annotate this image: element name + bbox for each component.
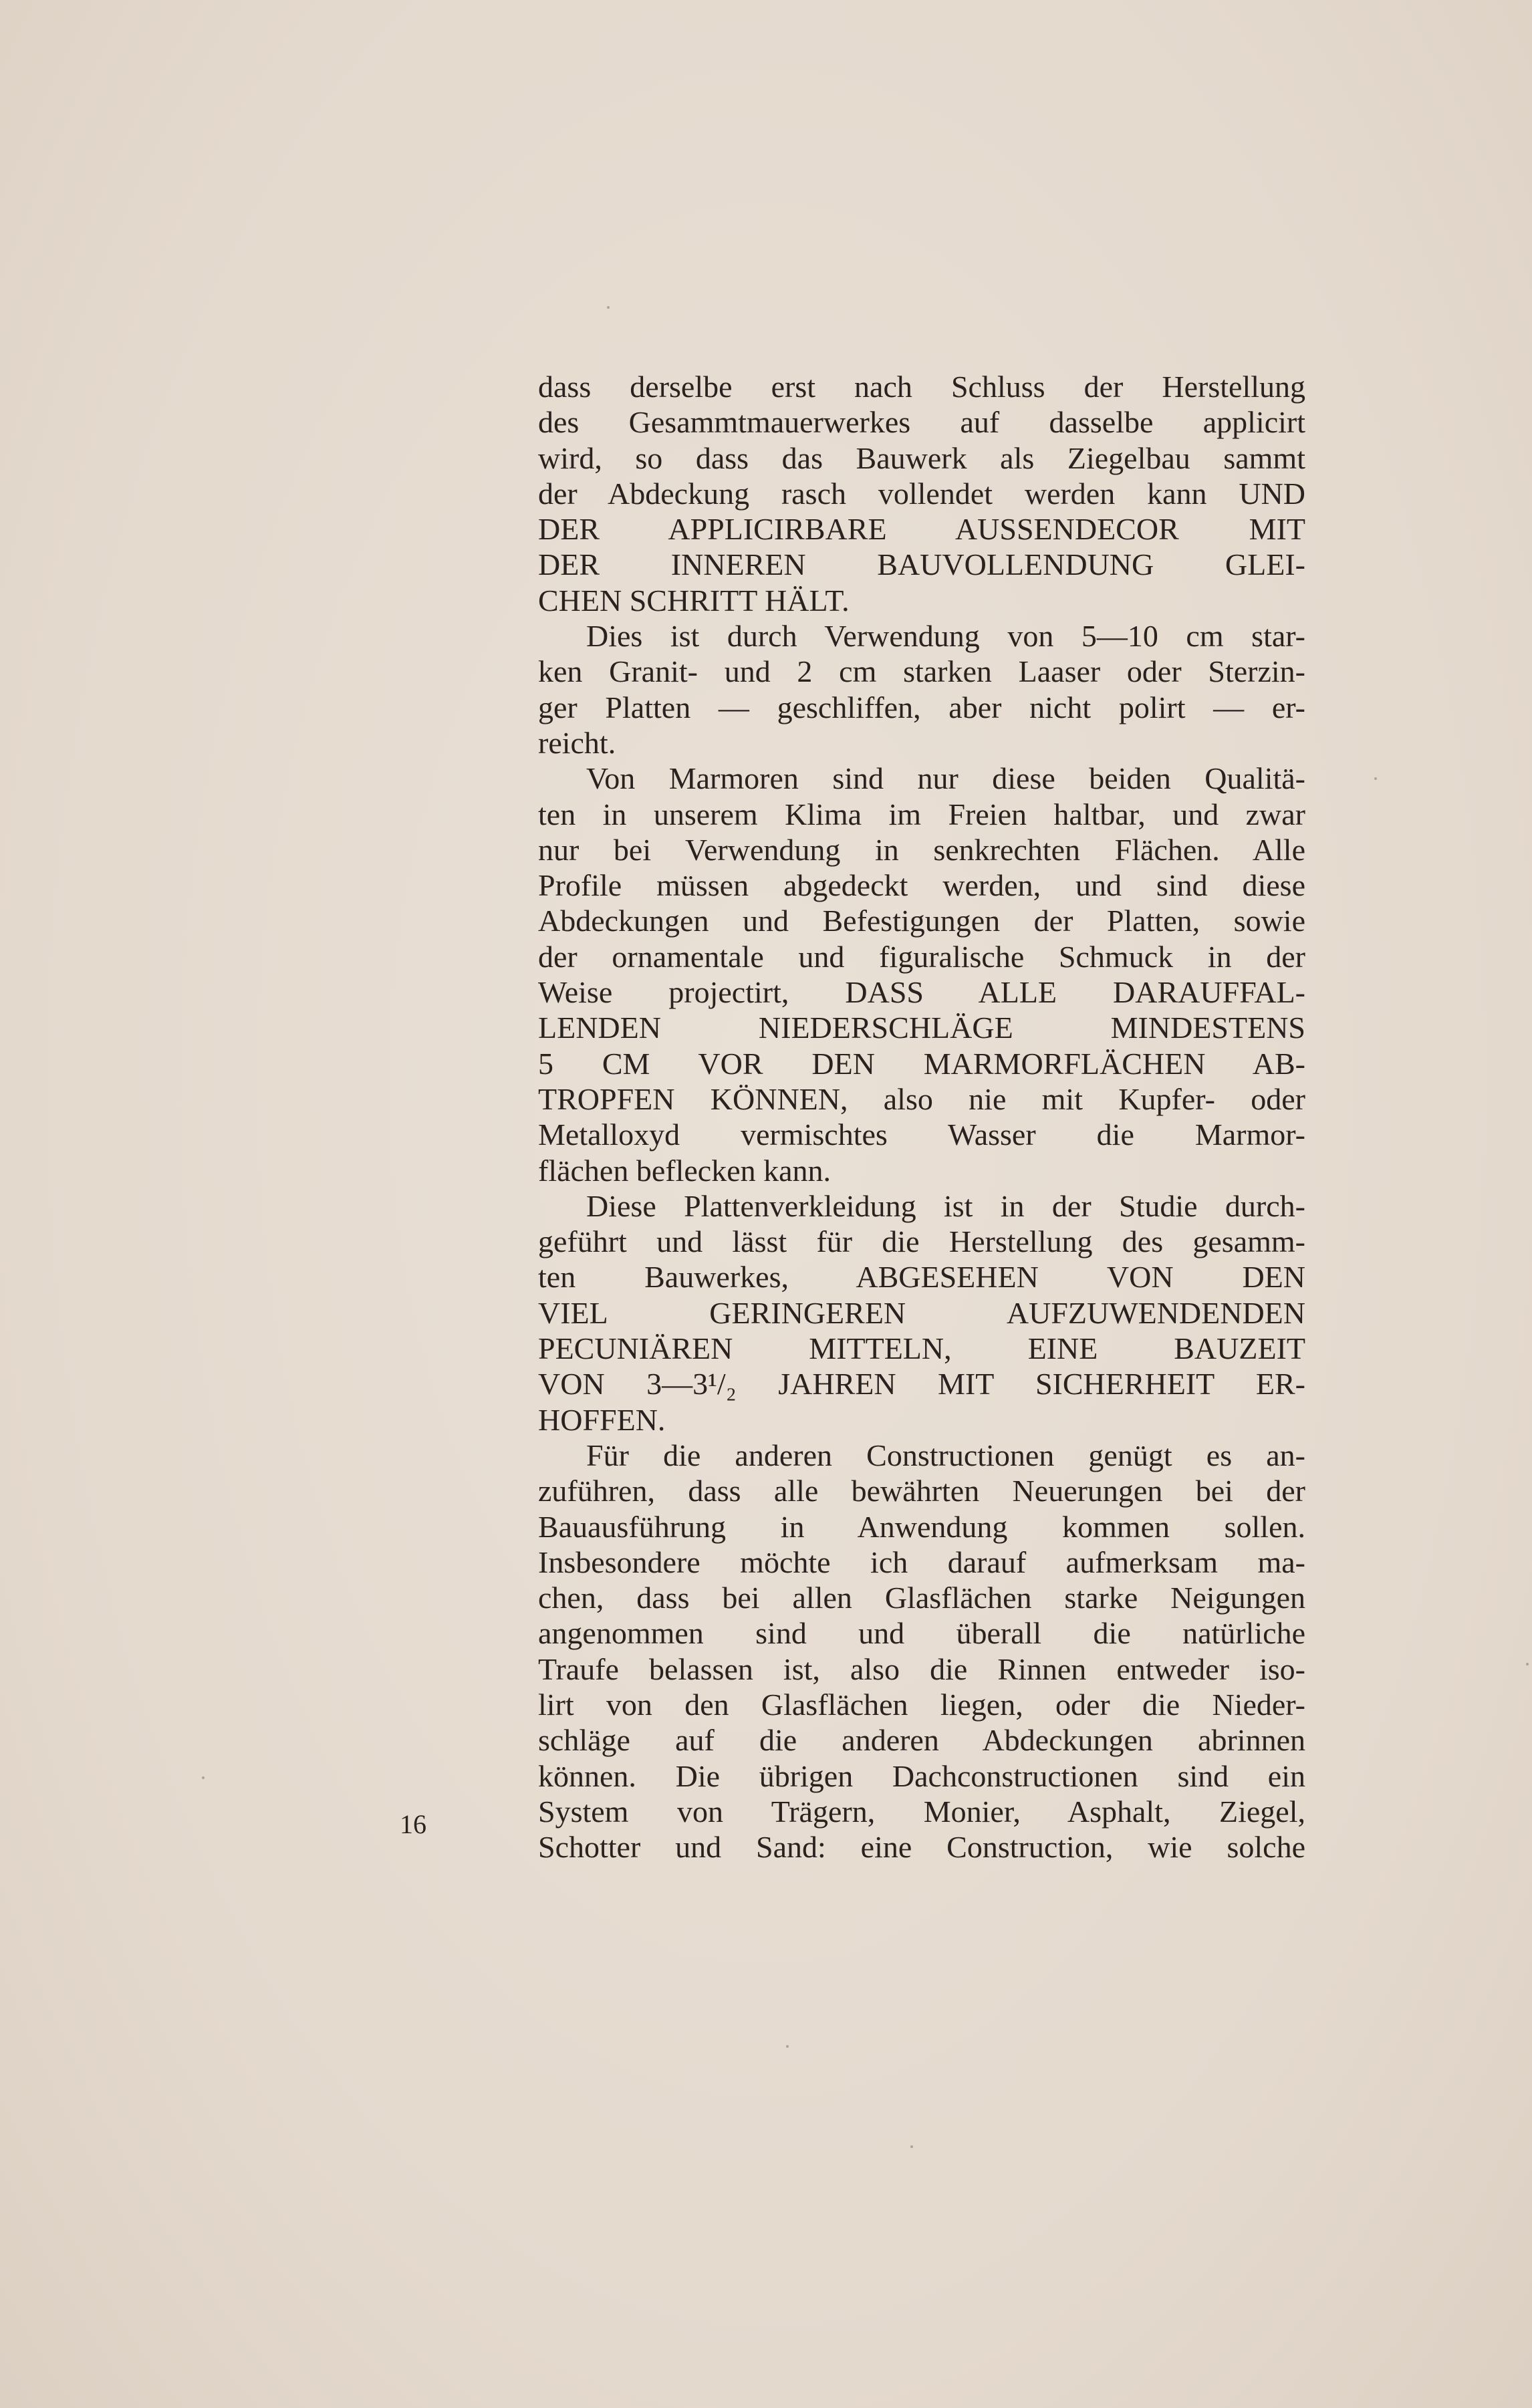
text-line: reicht. bbox=[538, 725, 616, 760]
body-text bbox=[538, 369, 1305, 1865]
text-line: Von Marmoren sind nur diese beiden Qualitä- bbox=[586, 761, 1305, 796]
text-line: ten in unserem Klima im Freien haltbar, und zwar bbox=[538, 797, 1305, 831]
paper-speck bbox=[786, 2045, 789, 2048]
text-line: Bauausführung in Anwendung kommen sollen. bbox=[538, 1509, 1305, 1544]
text-line: VIEL GERINGEREN AUFZUWENDENDEN bbox=[538, 1295, 1305, 1330]
text-line: können. Die übrigen Dachconstructionen sind ein bbox=[538, 1758, 1305, 1793]
text-line: HOFFEN. bbox=[538, 1402, 666, 1437]
text-line: geführt und lässt für die Herstellung des gesamm- bbox=[538, 1224, 1305, 1259]
text-line: dass derselbe erst nach Schluss der Herstellung bbox=[538, 370, 1305, 404]
paper-speck bbox=[202, 1776, 205, 1779]
text-line: wird, so dass das Bauwerk als Ziegelbau sammt bbox=[538, 440, 1305, 475]
text-line: ken Granit- und 2 cm starken Laaser oder Sterzin- bbox=[538, 654, 1305, 689]
text-line: nur bei Verwendung in senkrechten Flächen. Alle bbox=[538, 832, 1305, 867]
text-line: Dies ist durch Verwendung von 5—10 cm star- bbox=[586, 619, 1305, 654]
text-line: Insbesondere möchte ich darauf aufmerksam ma- bbox=[538, 1545, 1305, 1579]
text-line: lirt von den Glasflächen liegen, oder die Nieder- bbox=[538, 1687, 1305, 1722]
text-line: Traufe belassen ist, also die Rinnen entweder iso- bbox=[538, 1651, 1305, 1686]
text-line: System von Trägern, Monier, Asphalt, Ziegel, bbox=[538, 1794, 1305, 1829]
text-line: schläge auf die anderen Abdeckungen abrinnen bbox=[538, 1723, 1305, 1758]
text-line: Metalloxyd vermischtes Wasser die Marmor- bbox=[538, 1117, 1305, 1152]
text-line: ger Platten — geschliffen, aber nicht polirt — er- bbox=[538, 690, 1305, 724]
paper-speck bbox=[1374, 777, 1377, 780]
text-line: Schotter und Sand: eine Construction, wie solche bbox=[538, 1830, 1305, 1865]
text-line: zuführen, dass alle bewährten Neuerungen bei der bbox=[538, 1474, 1305, 1508]
paper-speck bbox=[607, 306, 610, 309]
text-line: CHEN SCHRITT HÄLT. bbox=[538, 583, 850, 618]
text-line: Diese Plattenverkleidung ist in der Studie durch- bbox=[586, 1188, 1305, 1223]
text-line: des Gesammtmauerwerkes auf dasselbe applicirt bbox=[538, 405, 1305, 440]
text-line: DER APPLICIRBARE AUSSENDECOR MIT bbox=[538, 512, 1305, 547]
text-line: ten Bauwerkes, ABGESEHEN VON DEN bbox=[538, 1260, 1305, 1295]
text-line: Profile müssen abgedeckt werden, und sind diese bbox=[538, 868, 1305, 903]
paper-speck bbox=[1526, 1663, 1529, 1665]
text-line: DER INNEREN BAUVOLLENDUNG GLEI- bbox=[538, 547, 1305, 582]
text-line: Weise projectirt, DASS ALLE DARAUFFAL- bbox=[538, 975, 1305, 1010]
text-line: 5 CM VOR DEN MARMORFLÄCHEN AB- bbox=[538, 1046, 1305, 1081]
text-line: Für die anderen Constructionen genügt es an- bbox=[586, 1438, 1305, 1472]
text-line: VON 3—3¹/₂ JAHREN MIT SICHERHEIT ER- bbox=[538, 1367, 1305, 1401]
text-line: der Abdeckung rasch vollendet werden kann UND bbox=[538, 476, 1305, 511]
text-line: PECUNIÄREN MITTELN, EINE BAUZEIT bbox=[538, 1331, 1305, 1366]
paper-speck bbox=[910, 2145, 913, 2148]
text-line: chen, dass bei allen Glasflächen starke Neigungen bbox=[538, 1581, 1305, 1615]
text-line: Abdeckungen und Befestigungen der Platten, sowie bbox=[538, 904, 1305, 938]
text-line: LENDEN NIEDERSCHLÄGE MINDESTENS bbox=[538, 1011, 1305, 1045]
page-number: 16 bbox=[400, 1809, 426, 1839]
text-line: TROPFEN KÖNNEN, also nie mit Kupfer- oder bbox=[538, 1081, 1305, 1116]
text-line: der ornamentale und figuralische Schmuck in der bbox=[538, 939, 1305, 974]
text-line: flächen beflecken kann. bbox=[538, 1153, 832, 1188]
text-line: angenommen sind und überall die natürliche bbox=[538, 1616, 1305, 1651]
